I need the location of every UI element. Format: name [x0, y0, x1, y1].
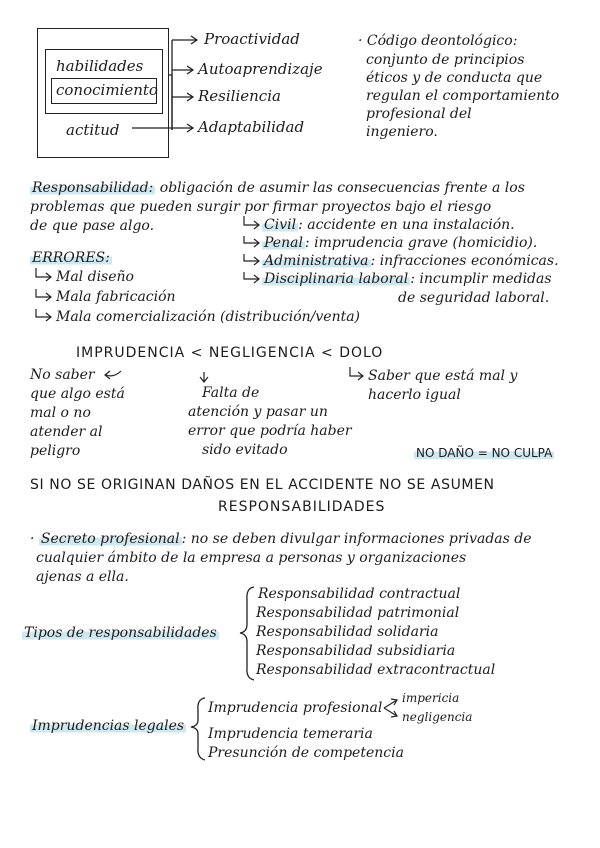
responsabilidad-type-disciplinaria: Disciplinaria laboral : incumplir medidas [264, 271, 552, 287]
errores-item: Mala fabricación [56, 289, 176, 305]
negligencia-desc: Falta de [202, 385, 260, 401]
negligencia-desc: sido evitado [202, 442, 288, 458]
responsabilidad-line-1: Responsabilidad: obligación de asumir las consecuencias frente a los [32, 180, 525, 196]
imprudencias-item: Imprudencia temeraria [208, 726, 373, 742]
tipos-item: Responsabilidad patrimonial [256, 605, 460, 621]
secreto-line-1: · Secreto profesional : no se deben divulgar informaciones privadas de [30, 531, 532, 547]
imprudencias-label: Imprudencias legales [32, 718, 185, 734]
no-dano-note: NO DAÑO = NO CULPA [416, 446, 553, 460]
branch-adaptabilidad: Adaptabilidad [198, 118, 305, 136]
imprudencia-desc: atender al [30, 424, 103, 440]
responsabilidad-type-administrativa: Administrativa : infracciones económicas. [264, 253, 559, 269]
imprudencias-item: Presunción de competencia [208, 745, 404, 761]
imprudencias-sub: negligencia [402, 710, 473, 724]
statement-line-1: SI NO SE ORIGINAN DAÑOS EN EL ACCIDENTE NO SE ASUMEN [30, 477, 495, 493]
secreto-line-3: ajenas a ella. [36, 569, 129, 585]
statement-line-2: RESPONSABILIDADES [218, 499, 386, 515]
responsabilidad-line-2: problemas que pueden surgir por firmar proyectos bajo el riesgo [30, 199, 492, 215]
branch-proactividad: Proactividad [204, 30, 300, 48]
branch-resiliencia: Resiliencia [198, 87, 281, 105]
imprudencia-desc: mal o no [30, 405, 91, 421]
codigo-line: profesional del [366, 106, 472, 122]
dolo-desc: Saber que está mal y [368, 368, 518, 384]
tipos-item: Responsabilidad subsidiaria [256, 643, 456, 659]
responsabilidad-type-cont: de seguridad laboral. [398, 290, 550, 306]
branch-autoaprendizaje: Autoaprendizaje [198, 60, 323, 78]
negligencia-desc: atención y pasar un [188, 404, 328, 420]
scale-heading: IMPRUDENCIA < NEGLIGENCIA < DOLO [76, 345, 384, 361]
tipos-item: Responsabilidad solidaria [256, 624, 439, 640]
errores-item: Mal diseño [56, 269, 134, 285]
errores-title: ERRORES: [32, 250, 110, 266]
imprudencia-desc: que algo está [30, 386, 125, 402]
imprudencia-desc: No saber [30, 367, 95, 383]
imprudencias-sub: impericia [402, 691, 460, 705]
secreto-line-2: cualquier ámbito de la empresa a personas y organizaciones [36, 550, 467, 566]
imprudencia-desc: peligro [30, 443, 81, 459]
responsabilidad-type-penal: Penal : imprudencia grave (homicidio). [264, 235, 538, 251]
codigo-term: · Código deontológico: [358, 33, 518, 49]
errores-item: Mala comercialización (distribución/venta) [56, 309, 361, 325]
codigo-line: ingeniero. [366, 124, 438, 140]
actitud-label: actitud [66, 121, 120, 139]
dolo-desc: hacerlo igual [368, 387, 461, 403]
imprudencias-brace [191, 698, 205, 760]
tipos-item: Responsabilidad contractual [258, 586, 461, 602]
codigo-line: regulan el comportamiento [366, 88, 560, 104]
negligencia-desc: error que podría haber [188, 423, 352, 439]
responsabilidad-type-civil: Civil : accidente en una instalación. [264, 217, 515, 233]
tipos-item: Responsabilidad extracontractual [256, 662, 496, 678]
codigo-line: éticos y de conducta que [366, 70, 543, 86]
responsabilidad-line-3: de que pase algo. [30, 218, 155, 234]
habilidades-label: habilidades [56, 57, 144, 75]
tipos-label: Tipos de responsabilidades [24, 625, 217, 641]
codigo-line: conjunto de principios [366, 52, 525, 68]
imprudencias-item: Imprudencia profesional [208, 700, 383, 716]
conocimiento-label: conocimiento [56, 81, 158, 99]
tipos-brace [240, 587, 254, 680]
